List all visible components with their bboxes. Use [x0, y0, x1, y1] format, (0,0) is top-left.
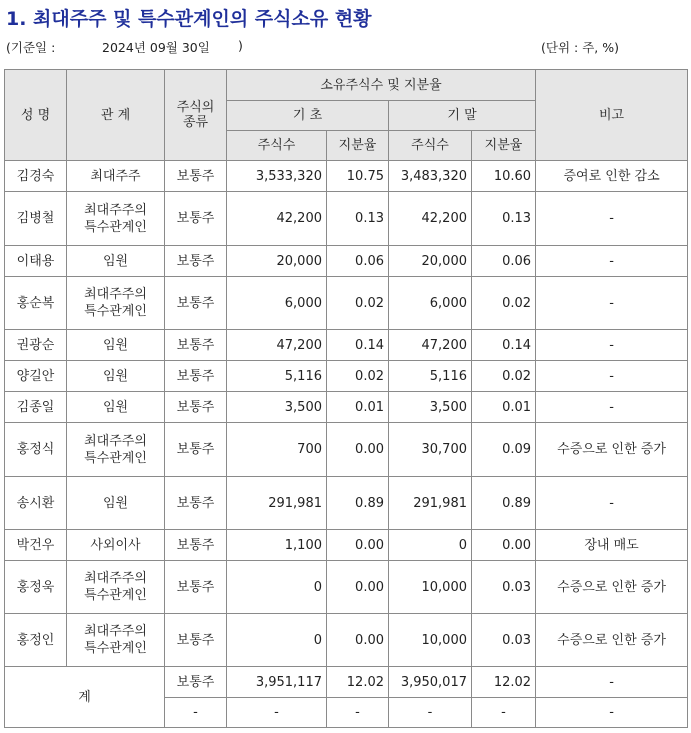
begin-ratio-cell: 0.00	[327, 423, 389, 477]
total-stock-type-cell: -	[165, 698, 227, 728]
name-cell: 김병철	[5, 192, 67, 246]
header-relation: 관 계	[67, 70, 165, 161]
end-shares-cell: 10,000	[389, 561, 472, 614]
table-row	[5, 477, 688, 530]
stock-type-cell: 보통주	[165, 392, 227, 423]
end-ratio-cell: 0.00	[472, 530, 536, 561]
relation-cell	[67, 477, 165, 530]
begin-shares-cell: 42,200	[227, 192, 327, 246]
unit-label: (단위 : 주, %)	[541, 40, 619, 55]
begin-shares-cell: 6,000	[227, 277, 327, 330]
stock-type-cell: 보통주	[165, 614, 227, 667]
stock-type-cell: 보통주	[165, 192, 227, 246]
begin-shares-cell: 3,533,320	[227, 161, 327, 192]
begin-ratio-cell: 0.13	[327, 192, 389, 246]
relation-line: 임원	[102, 495, 129, 511]
header-stock-type	[165, 70, 227, 161]
remark-cell: 수증으로 인한 증가	[536, 561, 688, 614]
section-title: 1. 최대주주 및 특수관계인의 주식소유 현황	[6, 8, 372, 30]
table-row	[5, 330, 688, 361]
table-row	[5, 614, 688, 667]
begin-ratio-cell: 0.00	[327, 530, 389, 561]
table-row	[5, 246, 688, 277]
header-holdings: 소유주식수 및 지분율	[227, 70, 536, 101]
end-shares-cell: 42,200	[389, 192, 472, 246]
relation-line: 특수관계인	[84, 588, 147, 603]
name-cell: 김경숙	[5, 161, 67, 192]
remark-cell: -	[536, 277, 688, 330]
shareholding-table	[4, 69, 688, 728]
stock-type-cell: 보통주	[165, 423, 227, 477]
relation-line: 사외이사	[90, 537, 141, 553]
relation-cell	[67, 330, 165, 361]
base-date-value: 2024년 09월 30일	[102, 40, 210, 55]
header-end: 기 말	[389, 101, 536, 131]
stock-type-cell: 보통주	[165, 161, 227, 192]
name-cell: 홍정인	[5, 614, 67, 667]
end-shares-cell: 3,483,320	[389, 161, 472, 192]
base-date-label: (기준일 :	[6, 40, 56, 55]
stock-type-cell: 보통주	[165, 477, 227, 530]
end-ratio-cell: 0.06	[472, 246, 536, 277]
total-begin-shares-cell: 3,951,117	[227, 667, 327, 698]
name-cell: 김종일	[5, 392, 67, 423]
relation-cell	[67, 192, 165, 246]
header-end-shares: 주식수	[389, 131, 472, 161]
table-row	[5, 392, 688, 423]
remark-cell: -	[536, 246, 688, 277]
relation-cell	[67, 530, 165, 561]
end-shares-cell: 6,000	[389, 277, 472, 330]
total-end-shares-cell: -	[389, 698, 472, 728]
end-shares-cell: 30,700	[389, 423, 472, 477]
header-begin-shares: 주식수	[227, 131, 327, 161]
header-remarks: 비고	[536, 70, 688, 161]
relation-line: 특수관계인	[84, 219, 147, 235]
table-row	[5, 423, 688, 477]
relation-line: 최대주주의	[84, 202, 147, 218]
remark-cell: -	[536, 361, 688, 392]
end-shares-cell: 5,116	[389, 361, 472, 392]
table-row	[5, 530, 688, 561]
remark-cell: 수증으로 인한 증가	[536, 614, 688, 667]
name-cell: 송시환	[5, 477, 67, 530]
total-remark-cell: -	[536, 698, 688, 728]
end-shares-cell: 20,000	[389, 246, 472, 277]
total-begin-shares-cell: -	[227, 698, 327, 728]
end-shares-cell: 291,981	[389, 477, 472, 530]
relation-line: 최대주주의	[84, 287, 147, 302]
stock-type-cell: 보통주	[165, 330, 227, 361]
header-stock-type-line2: 종류	[182, 115, 209, 130]
header-end-ratio: 지분율	[472, 131, 536, 161]
begin-ratio-cell: 10.75	[327, 161, 389, 192]
remark-cell: -	[536, 477, 688, 530]
end-shares-cell: 10,000	[389, 614, 472, 667]
remark-cell: -	[536, 192, 688, 246]
begin-ratio-cell: 0.02	[327, 361, 389, 392]
end-ratio-cell: 0.02	[472, 361, 536, 392]
remark-cell: -	[536, 330, 688, 361]
begin-shares-cell: 5,116	[227, 361, 327, 392]
begin-ratio-cell: 0.00	[327, 561, 389, 614]
relation-cell	[67, 361, 165, 392]
relation-line: 최대주주의	[84, 571, 147, 586]
total-begin-ratio-cell: -	[327, 698, 389, 728]
stock-type-cell: 보통주	[165, 561, 227, 614]
end-ratio-cell: 0.13	[472, 192, 536, 246]
stock-type-cell: 보통주	[165, 361, 227, 392]
relation-line: 특수관계인	[84, 641, 147, 656]
name-cell: 양길안	[5, 361, 67, 392]
relation-cell	[67, 246, 165, 277]
table-row	[5, 161, 688, 192]
end-ratio-cell: 0.89	[472, 477, 536, 530]
relation-cell	[67, 277, 165, 330]
remark-cell: 수증으로 인한 증가	[536, 423, 688, 477]
total-remark-cell: -	[536, 667, 688, 698]
begin-ratio-cell: 0.01	[327, 392, 389, 423]
end-ratio-cell: 0.02	[472, 277, 536, 330]
end-shares-cell: 3,500	[389, 392, 472, 423]
table-row	[5, 361, 688, 392]
stock-type-cell: 보통주	[165, 277, 227, 330]
total-end-shares-cell: 3,950,017	[389, 667, 472, 698]
header-begin: 기 초	[227, 101, 389, 131]
begin-ratio-cell: 0.00	[327, 614, 389, 667]
end-ratio-cell: 0.03	[472, 561, 536, 614]
relation-line: 임원	[102, 337, 129, 353]
remark-cell: -	[536, 392, 688, 423]
total-stock-type-cell: 보통주	[165, 667, 227, 698]
base-date-close: )	[238, 38, 243, 53]
end-shares-cell: 47,200	[389, 330, 472, 361]
relation-cell	[67, 392, 165, 423]
relation-line: 최대주주	[90, 168, 141, 184]
relation-line: 특수관계인	[84, 304, 147, 319]
stock-type-cell: 보통주	[165, 246, 227, 277]
end-ratio-cell: 0.03	[472, 614, 536, 667]
end-ratio-cell: 0.01	[472, 392, 536, 423]
header-stock-type-line1: 주식의	[176, 100, 215, 115]
name-cell: 홍순복	[5, 277, 67, 330]
end-shares-cell: 0	[389, 530, 472, 561]
begin-ratio-cell: 0.89	[327, 477, 389, 530]
name-cell: 홍정식	[5, 423, 67, 477]
table-row	[5, 277, 688, 330]
name-cell: 권광순	[5, 330, 67, 361]
header-name: 성 명	[5, 70, 67, 161]
relation-line: 최대주주의	[84, 433, 147, 449]
begin-ratio-cell: 0.06	[327, 246, 389, 277]
name-cell: 박건우	[5, 530, 67, 561]
total-label-cell: 계	[5, 667, 165, 728]
relation-cell	[67, 423, 165, 477]
begin-shares-cell: 0	[227, 561, 327, 614]
stock-type-cell: 보통주	[165, 530, 227, 561]
relation-cell	[67, 161, 165, 192]
begin-ratio-cell: 0.02	[327, 277, 389, 330]
table-row	[5, 561, 688, 614]
total-end-ratio-cell: 12.02	[472, 667, 536, 698]
remark-cell: 증여로 인한 감소	[536, 161, 688, 192]
total-end-ratio-cell: -	[472, 698, 536, 728]
header-begin-ratio: 지분율	[327, 131, 389, 161]
table-row	[5, 192, 688, 246]
begin-shares-cell: 3,500	[227, 392, 327, 423]
begin-shares-cell: 0	[227, 614, 327, 667]
begin-shares-cell: 291,981	[227, 477, 327, 530]
remark-cell: 장내 매도	[536, 530, 688, 561]
name-cell: 이태용	[5, 246, 67, 277]
relation-line: 최대주주의	[84, 624, 147, 639]
relation-cell	[67, 561, 165, 614]
relation-line: 임원	[102, 368, 129, 384]
end-ratio-cell: 10.60	[472, 161, 536, 192]
end-ratio-cell: 0.14	[472, 330, 536, 361]
relation-line: 임원	[102, 399, 129, 415]
relation-line: 특수관계인	[84, 450, 147, 466]
begin-shares-cell: 1,100	[227, 530, 327, 561]
total-row	[5, 667, 688, 698]
total-begin-ratio-cell: 12.02	[327, 667, 389, 698]
relation-line: 임원	[102, 253, 129, 269]
begin-shares-cell: 47,200	[227, 330, 327, 361]
begin-shares-cell: 20,000	[227, 246, 327, 277]
name-cell: 홍정욱	[5, 561, 67, 614]
begin-ratio-cell: 0.14	[327, 330, 389, 361]
end-ratio-cell: 0.09	[472, 423, 536, 477]
relation-cell	[67, 614, 165, 667]
begin-shares-cell: 700	[227, 423, 327, 477]
